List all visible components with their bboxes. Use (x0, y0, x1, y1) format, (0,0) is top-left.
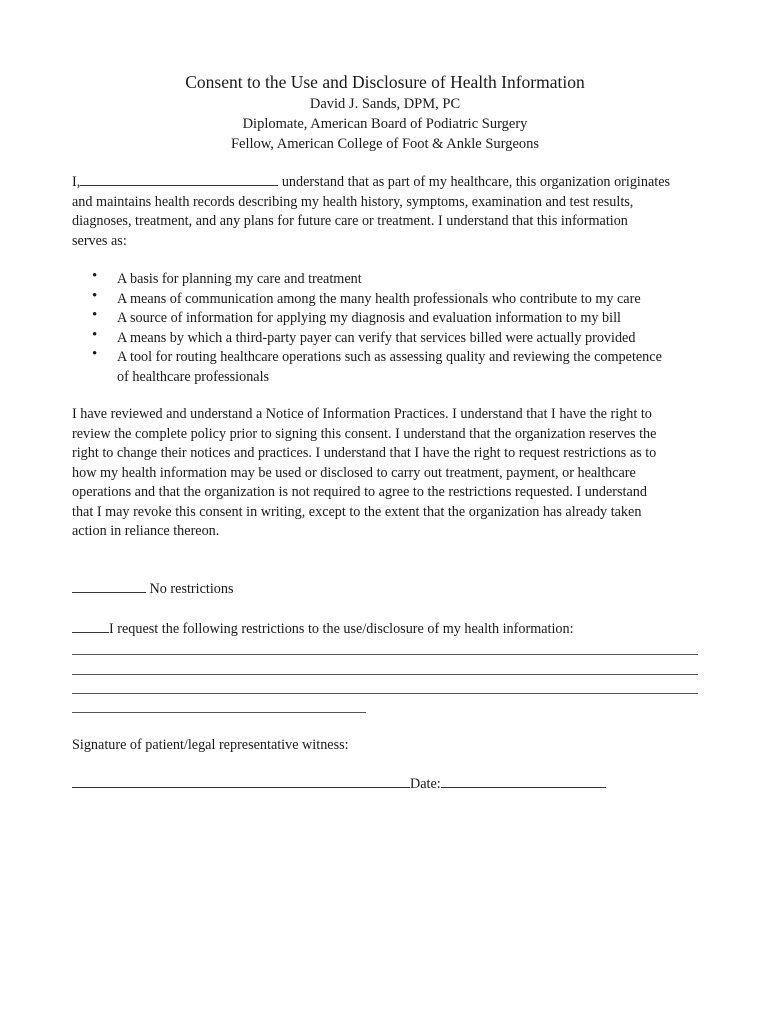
practitioner-name: David J. Sands, DPM, PC (309, 96, 461, 112)
policy-paragraph (72, 405, 702, 542)
intro-line-4: serves as: (72, 232, 127, 249)
date-blank[interactable] (441, 775, 606, 788)
purpose-list (92, 270, 712, 387)
intro-prefix: I, (72, 174, 81, 190)
policy-line-6: that I may revoke this consent in writing, except to the extent that the organization has already taken (72, 503, 642, 520)
policy-line-7: action in reliance thereon. (72, 523, 220, 539)
list-item-continuation: of healthcare professionals (117, 368, 270, 385)
list-item: • A basis for planning my care and treatment (92, 268, 362, 287)
no-restrictions-option (72, 580, 233, 598)
bullet-icon: • (92, 346, 98, 362)
list-item: • A means of communication among the many health professionals who contribute to my care (92, 287, 641, 307)
credential-fellow: Fellow, American College of Foot & Ankle Surgeons (230, 136, 540, 152)
bullet-icon: • (92, 287, 98, 304)
intro-line-3: diagnoses, treatment, and any plans for future care or treatment. I understand that this information (72, 213, 628, 229)
policy-line-2: review the complete policy prior to signing this consent. I understand that the organization reserves the (72, 425, 657, 442)
intro-line-1 (72, 173, 702, 193)
bullet-icon: • (92, 268, 98, 284)
request-restrictions-blank[interactable] (72, 620, 109, 633)
credential-diplomate: Diplomate, American Board of Podiatric Surgery (242, 116, 528, 132)
restrictions-line-2[interactable] (72, 674, 698, 675)
signature-blank[interactable] (72, 775, 410, 788)
restrictions-line-3[interactable] (72, 693, 698, 694)
no-restrictions-blank[interactable] (72, 580, 146, 593)
policy-line-5: operations and that the organization is not required to agree to the restrictions requested. I understand (72, 484, 647, 500)
restrictions-line-4[interactable] (72, 712, 366, 713)
no-restrictions-label: No restrictions (149, 581, 234, 597)
policy-line-3: right to change their notices and practices. I understand that I have the right to request restrictions as to (72, 445, 657, 461)
list-item: • A means by which a third-party payer can verify that services billed were actually provided (92, 326, 636, 346)
bullet-icon: • (92, 326, 98, 343)
document-title: Consent to the Use and Disclosure of Health Information (185, 72, 585, 92)
signature-label: Signature of patient/legal representative witness: (72, 737, 349, 753)
intro-line-1-text: understand that as part of my healthcare, this organization originates (281, 174, 671, 190)
request-restrictions-label: I request the following restrictions to the use/disclosure of my health information: (109, 621, 574, 637)
request-restrictions-option (72, 620, 574, 638)
list-item: • A tool for routing healthcare operations such as assessing quality and reviewing the competence of healthcare professionals (92, 348, 712, 387)
list-item: • A source of information for applying my diagnosis and evaluation information to my bill (92, 307, 621, 326)
policy-line-4: how my health information may be used or disclosed to carry out treatment, payment, or healthcare (72, 464, 636, 481)
intro-paragraph (72, 173, 702, 251)
signature-row (72, 775, 606, 793)
restrictions-line-1[interactable] (72, 654, 698, 655)
date-label: Date: (410, 776, 441, 792)
bullet-icon: • (92, 307, 98, 323)
patient-name-blank[interactable] (80, 173, 278, 186)
policy-line-1: I have reviewed and understand a Notice of Information Practices. I understand that I have the right to (72, 406, 652, 422)
intro-line-2: and maintains health records describing my health history, symptoms, examination and test results, (72, 193, 634, 210)
